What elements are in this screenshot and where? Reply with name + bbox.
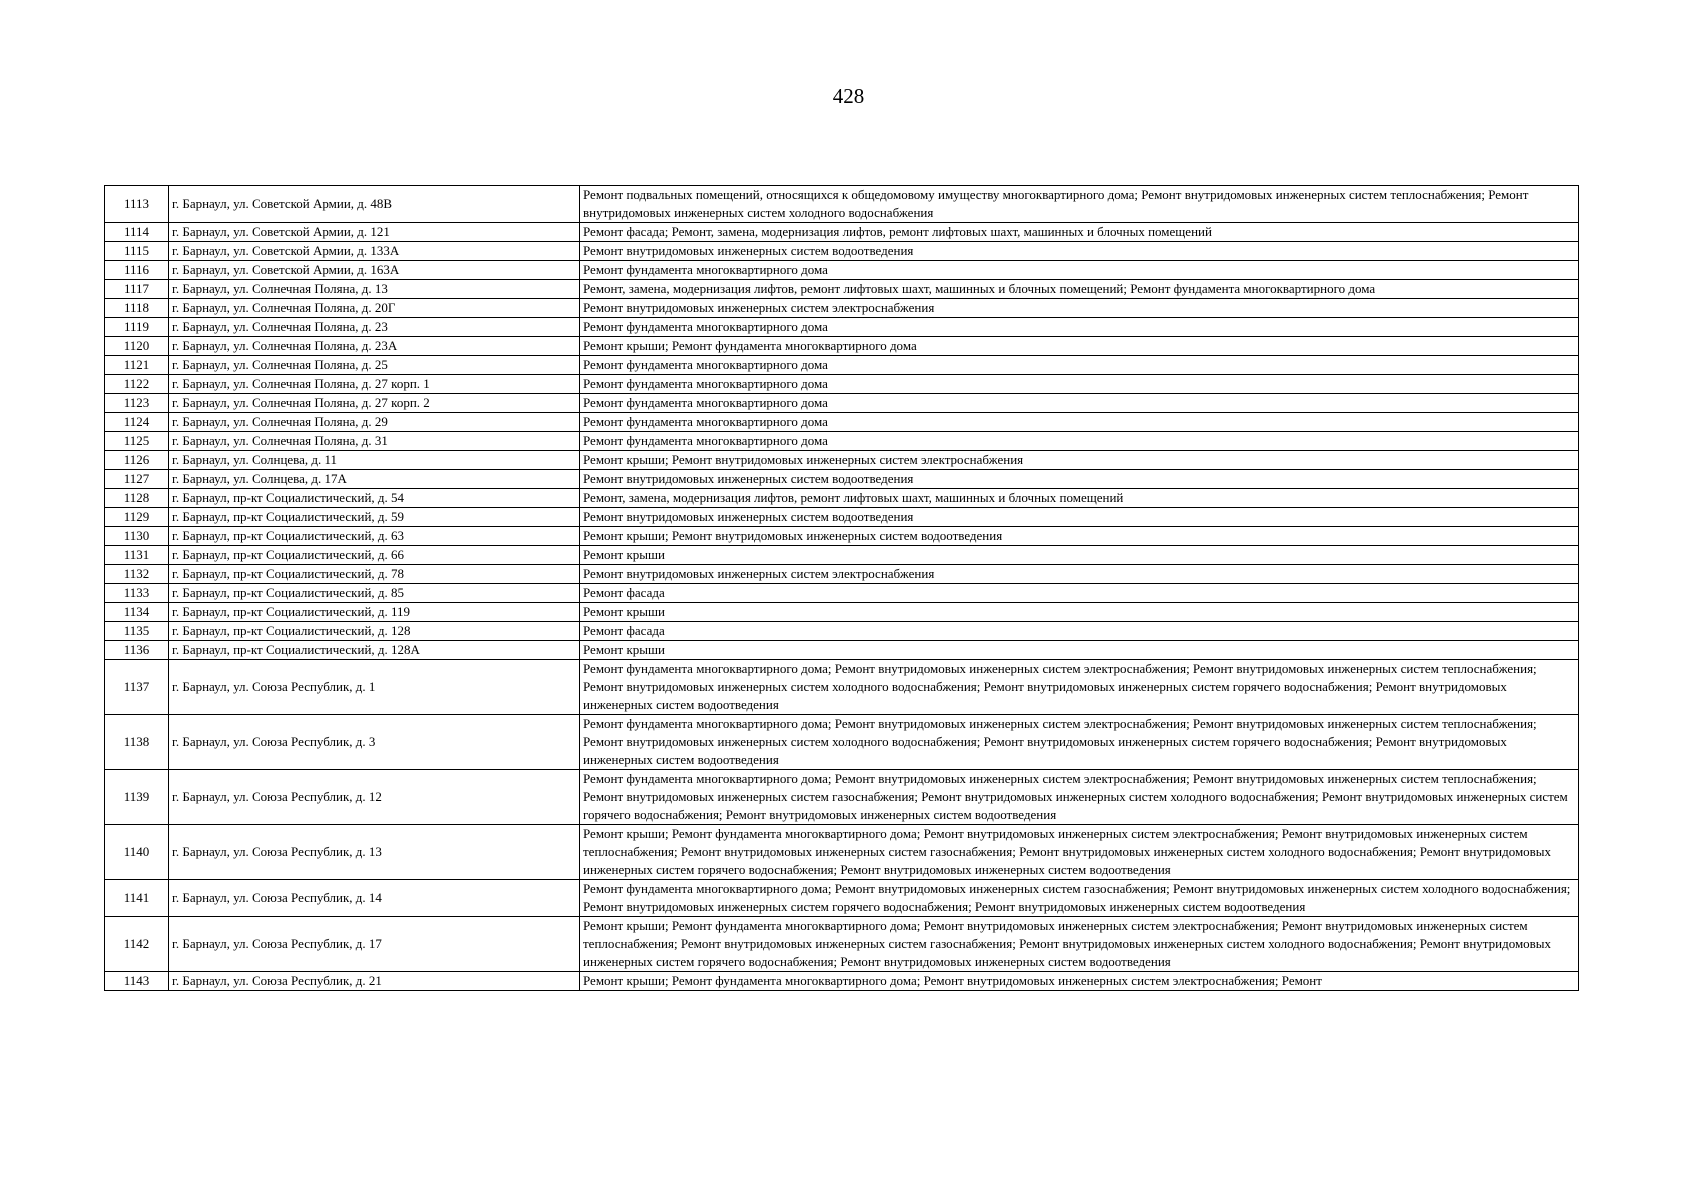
address-cell: г. Барнаул, пр-кт Социалистический, д. 85 — [169, 584, 580, 603]
address-cell: г. Барнаул, ул. Союза Республик, д. 17 — [169, 917, 580, 972]
row-number: 1142 — [105, 917, 169, 972]
works-cell: Ремонт внутридомовых инженерных систем водоотведения — [580, 508, 1579, 527]
address-cell: г. Барнаул, пр-кт Социалистический, д. 78 — [169, 565, 580, 584]
row-number: 1118 — [105, 299, 169, 318]
table-row — [105, 489, 1579, 508]
table-row — [105, 584, 1579, 603]
works-cell: Ремонт крыши; Ремонт внутридомовых инженерных систем электроснабжения — [580, 451, 1579, 470]
row-number: 1137 — [105, 660, 169, 715]
works-cell: Ремонт внутридомовых инженерных систем водоотведения — [580, 242, 1579, 261]
table-row — [105, 622, 1579, 641]
works-cell: Ремонт крыши; Ремонт фундамента многоквартирного дома — [580, 337, 1579, 356]
table-row — [105, 432, 1579, 451]
row-number: 1123 — [105, 394, 169, 413]
address-cell: г. Барнаул, ул. Союза Республик, д. 13 — [169, 825, 580, 880]
row-number: 1117 — [105, 280, 169, 299]
address-cell: г. Барнаул, пр-кт Социалистический, д. 128А — [169, 641, 580, 660]
works-cell: Ремонт крыши; Ремонт внутридомовых инженерных систем водоотведения — [580, 527, 1579, 546]
table-row — [105, 660, 1579, 715]
row-number: 1113 — [105, 186, 169, 223]
works-cell: Ремонт фундамента многоквартирного дома; Ремонт внутридомовых инженерных систем электроснабжения; Ремонт внутридомовых инженерных систем теплоснабжения; Ремонт внутридомовых инженерных систем газоснабжения; Ремонт внутридомовых инженерных систем холодного водоснабжения; Ремонт внутридомовых инженерных систем горячего водоснабжения; Ремонт внутридомовых инженерных систем водоотведения — [580, 770, 1579, 825]
table-row — [105, 527, 1579, 546]
address-cell: г. Барнаул, ул. Советской Армии, д. 121 — [169, 223, 580, 242]
address-cell: г. Барнаул, ул. Солнечная Поляна, д. 13 — [169, 280, 580, 299]
page-number: 428 — [832, 84, 865, 108]
table-row — [105, 223, 1579, 242]
works-cell: Ремонт фундамента многоквартирного дома — [580, 394, 1579, 413]
table-row — [105, 825, 1579, 880]
works-cell: Ремонт фундамента многоквартирного дома — [580, 356, 1579, 375]
table-row — [105, 880, 1579, 917]
table-row — [105, 186, 1579, 223]
works-cell: Ремонт крыши; Ремонт фундамента многоквартирного дома; Ремонт внутридомовых инженерных систем электроснабжения; Ремонт внутридомовых инженерных систем теплоснабжения; Ремонт внутридомовых инженерных систем газоснабжения; Ремонт внутридомовых инженерных систем холодного водоснабжения; Ремонт внутридомовых инженерных систем горячего водоснабжения; Ремонт внутридомовых инженерных систем водоотведения — [580, 825, 1579, 880]
table-row — [105, 715, 1579, 770]
address-cell: г. Барнаул, пр-кт Социалистический, д. 119 — [169, 603, 580, 622]
address-cell: г. Барнаул, ул. Солнечная Поляна, д. 23 — [169, 318, 580, 337]
works-cell: Ремонт фасада; Ремонт, замена, модернизация лифтов, ремонт лифтовых шахт, машинных и блочных помещений — [580, 223, 1579, 242]
table-row — [105, 508, 1579, 527]
table-body — [105, 186, 1579, 991]
address-cell: г. Барнаул, ул. Солнцева, д. 17А — [169, 470, 580, 489]
table-row — [105, 603, 1579, 622]
row-number: 1140 — [105, 825, 169, 880]
table-row — [105, 565, 1579, 584]
row-number: 1132 — [105, 565, 169, 584]
works-cell: Ремонт крыши — [580, 546, 1579, 565]
address-cell: г. Барнаул, ул. Солнцева, д. 11 — [169, 451, 580, 470]
address-cell: г. Барнаул, ул. Солнечная Поляна, д. 29 — [169, 413, 580, 432]
table-row — [105, 394, 1579, 413]
table-row — [105, 641, 1579, 660]
works-cell: Ремонт крыши — [580, 603, 1579, 622]
row-number: 1125 — [105, 432, 169, 451]
address-cell: г. Барнаул, пр-кт Социалистический, д. 128 — [169, 622, 580, 641]
table-row — [105, 242, 1579, 261]
table-row — [105, 451, 1579, 470]
works-cell: Ремонт внутридомовых инженерных систем электроснабжения — [580, 299, 1579, 318]
table-row — [105, 261, 1579, 280]
works-cell: Ремонт фундамента многоквартирного дома; Ремонт внутридомовых инженерных систем электроснабжения; Ремонт внутридомовых инженерных систем теплоснабжения; Ремонт внутридомовых инженерных систем холодного водоснабжения; Ремонт внутридомовых инженерных систем горячего водоснабжения; Ремонт внутридомовых инженерных систем водоотведения — [580, 660, 1579, 715]
address-cell: г. Барнаул, ул. Солнечная Поляна, д. 23А — [169, 337, 580, 356]
row-number: 1126 — [105, 451, 169, 470]
row-number: 1138 — [105, 715, 169, 770]
works-cell: Ремонт внутридомовых инженерных систем электроснабжения — [580, 565, 1579, 584]
row-number: 1139 — [105, 770, 169, 825]
table-row — [105, 337, 1579, 356]
works-cell: Ремонт фасада — [580, 584, 1579, 603]
row-number: 1131 — [105, 546, 169, 565]
works-cell: Ремонт фундамента многоквартирного дома; Ремонт внутридомовых инженерных систем газоснабжения; Ремонт внутридомовых инженерных систем холодного водоснабжения; Ремонт внутридомовых инженерных систем горячего водоснабжения; Ремонт внутридомовых инженерных систем водоотведения — [580, 880, 1579, 917]
row-number: 1119 — [105, 318, 169, 337]
table-row — [105, 972, 1579, 991]
row-number: 1143 — [105, 972, 169, 991]
address-cell: г. Барнаул, ул. Союза Республик, д. 1 — [169, 660, 580, 715]
works-cell: Ремонт фундамента многоквартирного дома — [580, 318, 1579, 337]
row-number: 1122 — [105, 375, 169, 394]
works-cell: Ремонт крыши; Ремонт фундамента многоквартирного дома; Ремонт внутридомовых инженерных систем электроснабжения; Ремонт внутридомовых инженерных систем теплоснабжения; Ремонт внутридомовых инженерных систем газоснабжения; Ремонт внутридомовых инженерных систем холодного водоснабжения; Ремонт внутридомовых инженерных систем горячего водоснабжения; Ремонт внутридомовых инженерных систем водоотведения — [580, 917, 1579, 972]
address-cell: г. Барнаул, пр-кт Социалистический, д. 66 — [169, 546, 580, 565]
works-cell: Ремонт, замена, модернизация лифтов, ремонт лифтовых шахт, машинных и блочных помещений — [580, 489, 1579, 508]
works-cell: Ремонт фундамента многоквартирного дома — [580, 261, 1579, 280]
works-cell: Ремонт внутридомовых инженерных систем водоотведения — [580, 470, 1579, 489]
table-row — [105, 299, 1579, 318]
address-cell: г. Барнаул, ул. Советской Армии, д. 48В — [169, 186, 580, 223]
table-row — [105, 917, 1579, 972]
row-number: 1124 — [105, 413, 169, 432]
row-number: 1114 — [105, 223, 169, 242]
works-cell: Ремонт фундамента многоквартирного дома — [580, 432, 1579, 451]
row-number: 1120 — [105, 337, 169, 356]
works-cell: Ремонт фундамента многоквартирного дома; Ремонт внутридомовых инженерных систем электроснабжения; Ремонт внутридомовых инженерных систем теплоснабжения; Ремонт внутридомовых инженерных систем холодного водоснабжения; Ремонт внутридомовых инженерных систем горячего водоснабжения; Ремонт внутридомовых инженерных систем водоотведения — [580, 715, 1579, 770]
address-cell: г. Барнаул, ул. Солнечная Поляна, д. 27 корп. 1 — [169, 375, 580, 394]
works-cell: Ремонт фундамента многоквартирного дома — [580, 375, 1579, 394]
repair-register-table — [104, 185, 1579, 991]
row-number: 1127 — [105, 470, 169, 489]
row-number: 1135 — [105, 622, 169, 641]
row-number: 1121 — [105, 356, 169, 375]
table-row — [105, 413, 1579, 432]
address-cell: г. Барнаул, ул. Солнечная Поляна, д. 31 — [169, 432, 580, 451]
table-row — [105, 470, 1579, 489]
works-cell: Ремонт крыши — [580, 641, 1579, 660]
address-cell: г. Барнаул, пр-кт Социалистический, д. 59 — [169, 508, 580, 527]
works-cell: Ремонт подвальных помещений, относящихся к общедомовому имуществу многоквартирного дома; Ремонт внутридомовых инженерных систем теплоснабжения; Ремонт внутридомовых инженерных систем холодного водоснабжения — [580, 186, 1579, 223]
address-cell: г. Барнаул, ул. Советской Армии, д. 163А — [169, 261, 580, 280]
row-number: 1129 — [105, 508, 169, 527]
row-number: 1134 — [105, 603, 169, 622]
row-number: 1130 — [105, 527, 169, 546]
table-row — [105, 318, 1579, 337]
row-number: 1116 — [105, 261, 169, 280]
works-cell: Ремонт крыши; Ремонт фундамента многоквартирного дома; Ремонт внутридомовых инженерных систем электроснабжения; Ремонт — [580, 972, 1579, 991]
table-row — [105, 546, 1579, 565]
table-row — [105, 770, 1579, 825]
row-number: 1128 — [105, 489, 169, 508]
table-row — [105, 280, 1579, 299]
address-cell: г. Барнаул, ул. Союза Республик, д. 3 — [169, 715, 580, 770]
table-row — [105, 375, 1579, 394]
address-cell: г. Барнаул, ул. Союза Республик, д. 12 — [169, 770, 580, 825]
row-number: 1136 — [105, 641, 169, 660]
address-cell: г. Барнаул, ул. Солнечная Поляна, д. 25 — [169, 356, 580, 375]
row-number: 1115 — [105, 242, 169, 261]
works-cell: Ремонт фундамента многоквартирного дома — [580, 413, 1579, 432]
address-cell: г. Барнаул, ул. Солнечная Поляна, д. 20Г — [169, 299, 580, 318]
address-cell: г. Барнаул, ул. Солнечная Поляна, д. 27 корп. 2 — [169, 394, 580, 413]
table-row — [105, 356, 1579, 375]
works-cell: Ремонт, замена, модернизация лифтов, ремонт лифтовых шахт, машинных и блочных помещений; Ремонт фундамента многоквартирного дома — [580, 280, 1579, 299]
address-cell: г. Барнаул, пр-кт Социалистический, д. 54 — [169, 489, 580, 508]
works-cell: Ремонт фасада — [580, 622, 1579, 641]
address-cell: г. Барнаул, ул. Союза Республик, д. 21 — [169, 972, 580, 991]
row-number: 1141 — [105, 880, 169, 917]
address-cell: г. Барнаул, ул. Советской Армии, д. 133А — [169, 242, 580, 261]
row-number: 1133 — [105, 584, 169, 603]
address-cell: г. Барнаул, пр-кт Социалистический, д. 63 — [169, 527, 580, 546]
address-cell: г. Барнаул, ул. Союза Республик, д. 14 — [169, 880, 580, 917]
